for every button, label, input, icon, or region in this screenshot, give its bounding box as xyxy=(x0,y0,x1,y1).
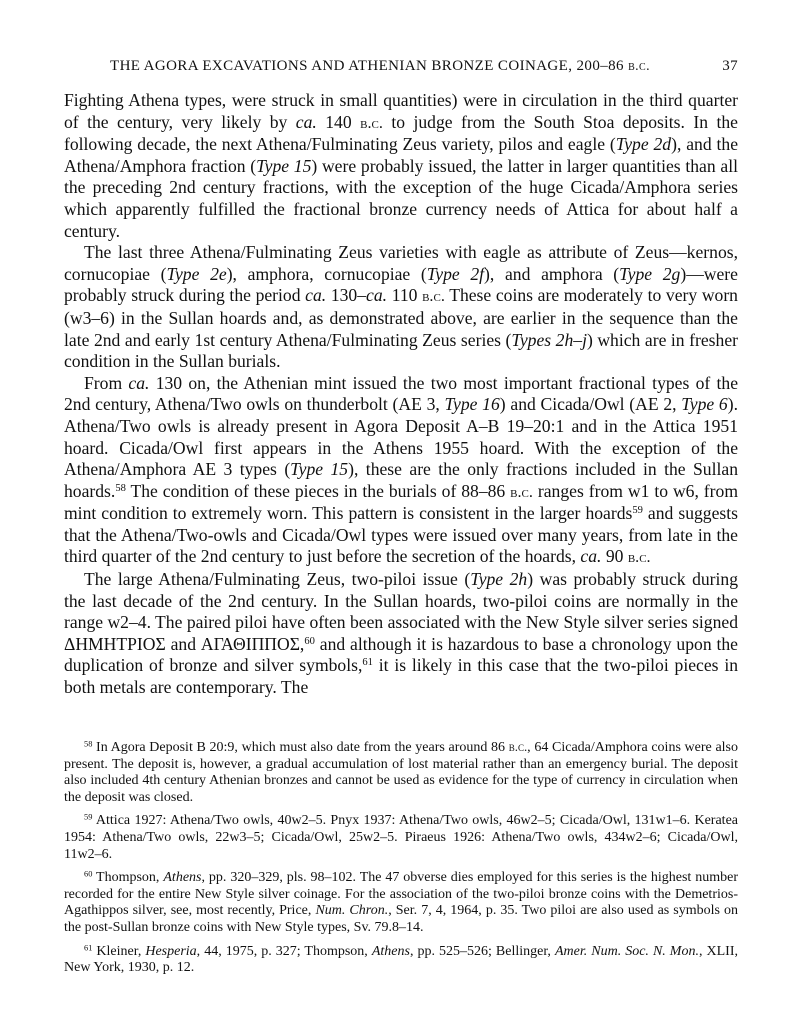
footnote-59: $^{59}$ Attica 1927: Athena/Two owls, 40w2–5. Pnyx 1937: Athena/Two owls, 46w2–5; Cicada/Owl, 131w1–6. Keratea 1954: Athena/Two owls, 22w3–5; Cicada/Owl, 25w2–5. Piraeus 1926: Athena/Two owls, 434w2–6; Cicada/Owl, 11w2–6. xyxy=(64,812,738,862)
body-text xyxy=(64,90,738,699)
footnote-ref-59[interactable]: 59 xyxy=(632,505,643,517)
paragraph-1: Fighting Athena types, were struck in small quantities) were in circulation in the third quarter of the century, very likely by ca. 140 b.c. to judge from the South Stoa deposits. In the following decade, the next Athena/Fulminating Zeus variety, pilos and eagle (Type 2d), and the Athena/Amphora fraction (Type 15) were probably issued, the latter in larger quantities than all the preceding 2nd century fractions, with the exception of the huge Cicada/Amphora series which apparently fulfilled the fractional bronze currency needs of Attica for about half a century. xyxy=(64,90,739,241)
footnotes xyxy=(64,739,738,984)
footnote-ref-60[interactable]: 60 xyxy=(304,636,315,648)
running-title-era: b.c. xyxy=(628,58,650,73)
running-title-text: THE AGORA EXCAVATIONS AND ATHENIAN BRONZE COINAGE, 200–86 xyxy=(110,58,624,74)
running-title xyxy=(110,58,650,75)
running-header xyxy=(64,58,738,80)
footnote-ref-61[interactable]: 61 xyxy=(362,657,373,669)
footnote-58: $^{58}$ In Agora Deposit B 20:9, which must also date from the years around 86 b.c., 64 Cicada/Amphora coins were also present. The deposit is, however, a gradual accumulation of lost material rather than an emergency burial. The deposit also included 4th century Athenian bronzes and cannot be used as evidence for the type of currency in circulation when the deposit was closed. xyxy=(64,739,738,805)
paragraph-3: From ca. 130 on, the Athenian mint issued the two most important fractional types of the 2nd century, Athena/Two owls on thunderbolt (AE 3, Type 16) and Cicada/Owl (AE 2, Type 6). Athena/Two owls is already present in Agora Deposit A–B 19–20:1 and in the Attica 1951 hoard. Cicada/Owl first appears in the Athens 1955 hoard. With the exception of the Athena/Amphora AE 3 types (Type 15), these are the only fractions included in the Sullan hoards.$^{58}$ The condition of these pieces in the burials of 88–86 b.c. ranges from w1 to w6, from mint condition to extremely worn. This pattern is consistent in the larger hoards$^{59}$ and suggests that the Athena/Two-owls and Cicada/Owl types were issued over many years, from late in the third quarter of the 2nd century to just before the secretion of the hoards, ca. 90 b.c. xyxy=(64,372,739,567)
page-number: 37 xyxy=(722,58,738,74)
footnote-60: $^{60}$ Thompson, Athens, pp. 320–329, pls. 98–102. The 47 obverse dies employed for this series is the highest number recorded for the entire New Style silver coinage. For the association of the two-piloi bronze coins with the Demetrios-Agathippos silver, see, most recently, Price, Num. Chron., Ser. 7, 4, 1964, p. 35. Two piloi are also used as symbols on the post-Sullan bronze coins with New Style types, Sv. 79.8–14. xyxy=(64,869,739,935)
footnote-61: $^{61}$ Kleiner, Hesperia, 44, 1975, p. 327; Thompson, Athens, pp. 525–526; Bellinger, Amer. Num. Soc. N. Mon., XLII, New York, 1930, p. 12. xyxy=(64,942,738,976)
footnote-ref-58[interactable]: 58 xyxy=(115,482,126,494)
paragraph-2: The last three Athena/Fulminating Zeus varieties with eagle as attribute of Zeus—kernos, cornucopiae (Type 2e), amphora, cornucopiae (Type 2f), and amphora (Type 2g)—were probably struck during the period ca. 130–ca. 110 b.c. These coins are moderately to very worn (w3–6) in the Sullan hoards and, as demonstrated above, are earlier in the sequence than the late 2nd and early 1st century Athena/Fulminating Zeus series (Types 2h–j) which are in fresher condition in the Sullan burials. xyxy=(64,242,738,372)
paragraph-4: The large Athena/Fulminating Zeus, two-piloi issue (Type 2h) was probably struck during the last decade of the 2nd century. In the Sullan hoards, two-piloi coins are normally in the range w2–4. The paired piloi have often been associated with the New Style silver series signed ΔΗΜΗΤΡΙΟΣ and ΑΓΑΘΙΠΠΟΣ,$^{60}$ and although it is hazardous to base a chronology upon the duplication of bronze and silver symbols,$^{61}$ it is likely in this case that the two-piloi pieces in both metals are contemporary. The xyxy=(64,569,739,698)
